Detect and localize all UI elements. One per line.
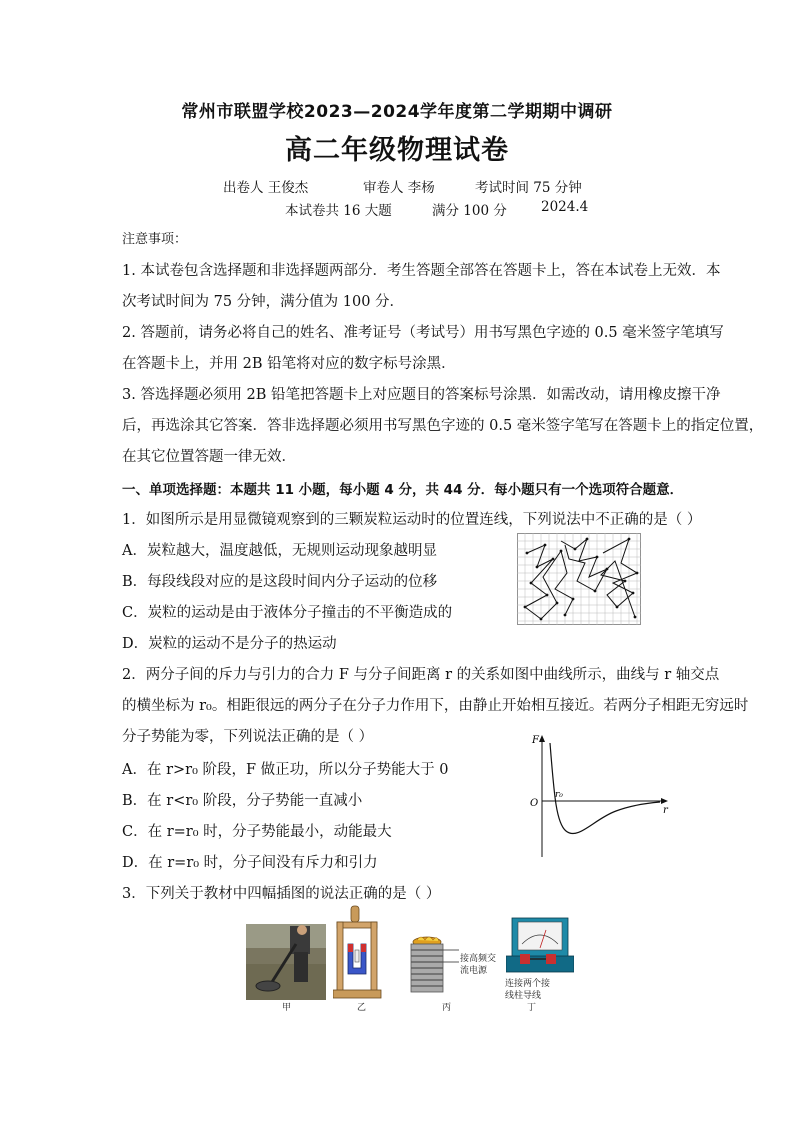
graph-r0-label: r₀	[555, 790, 563, 800]
caption-bing: 丙	[442, 1003, 452, 1013]
caption-jia: 甲	[282, 1003, 292, 1013]
notice-item-3: 3. 答选择题必须用 2B 铅笔把答题卡上对应题目的答案标号涂黑．如需改动，请用橡皮擦干净	[122, 387, 721, 403]
graph-origin: O	[530, 798, 539, 809]
caption-ding: 丁	[527, 1003, 537, 1013]
note-bing-2: 流电源	[460, 966, 488, 976]
q1-option-a: A．炭粒越大，温度越低，无规则运动现象越明显	[122, 543, 437, 559]
notice-item-3-cont-1: 后，再选涂其它答案．答非选择题必须用书写黑色字迹的 0.5 毫米签字笔写在答题卡上的指定位置，	[122, 418, 764, 434]
q1-option-b: B．每段线段对应的是这段时间内分子运动的位移	[122, 574, 438, 590]
notice-item-3-cont-2: 在其它位置答题一律无效．	[122, 449, 296, 465]
full-score: 满分 100 分	[432, 203, 507, 219]
notice-item-2-cont: 在答题卡上，并用 2B 铅笔将对应的数字标号涂黑．	[122, 356, 456, 372]
notice-item-1-cont: 次考试时间为 75 分钟，满分值为 100 分．	[122, 294, 405, 310]
total-questions: 本试卷共 16 大题	[285, 203, 392, 219]
note-bing-1: 接高频交	[460, 954, 497, 964]
q2-option-a: A．在 r>r₀ 阶段，F 做正功，所以分子势能大于 0	[122, 762, 449, 778]
notice-heading: 注意事项：	[122, 232, 188, 247]
note-ding-2: 线柱导线	[505, 991, 542, 1001]
q3-stem: 3．下列关于教材中四幅插图的说法正确的是（ ）	[122, 886, 441, 902]
metal-detector-photo	[246, 924, 326, 1000]
section-heading: 一、单项选择题：本题共 11 小题，每小题 4 分，共 44 分．每小题只有一个选项符合题意．	[122, 482, 684, 498]
graph-x-label: r	[663, 805, 668, 816]
exam-date: 2024.4	[541, 199, 589, 215]
q2-option-d: D．在 r=r₀ 时，分子间没有斥力和引力	[122, 855, 378, 871]
graph-y-label: F	[532, 735, 539, 746]
q1-stem: 1．如图所示是用显微镜观察到的三颗炭粒运动时的位置连线，下列说法中不正确的是（ ）	[122, 512, 702, 528]
q1-option-d: D．炭粒的运动不是分子的热运动	[122, 636, 337, 652]
q2-stem-line-3: 分子势能为零，下列说法正确的是（ ）	[122, 729, 374, 745]
q2-option-c: C．在 r=r₀ 时，分子势能最小，动能最大	[122, 824, 392, 840]
exam-title: 高二年级物理试卷	[285, 135, 509, 166]
q1-option-c: C．炭粒的运动是由于液体分子撞击的不平衡造成的	[122, 605, 453, 621]
induction-furnace-figure	[405, 934, 460, 996]
q2-option-b: B．在 r<r₀ 阶段，分子势能一直减小	[122, 793, 363, 809]
caption-yi: 乙	[357, 1003, 367, 1013]
notice-item-1: 1. 本试卷包含选择题和非选择题两部分．考生答题全部答在答题卡上，答在本试卷上无效．本	[122, 263, 721, 279]
force-distance-graph	[524, 733, 674, 859]
q2-stem-line-2: 的横坐标为 r₀。相距很远的两分子在分子力作用下，由静止开始相互接近。若两分子相距无穷远时	[122, 698, 749, 714]
exam-time: 考试时间 75 分钟	[475, 180, 582, 196]
reviewer: 审卷人 李杨	[363, 180, 435, 196]
brownian-motion-figure	[517, 533, 641, 625]
school-line: 常州市联盟学校2023—2024学年度第二学期期中调研	[181, 102, 613, 122]
galvanometer-figure	[506, 916, 574, 974]
note-ding-1: 连接两个接	[505, 979, 551, 989]
author: 出卷人 王俊杰	[223, 180, 309, 196]
magnet-apparatus-figure	[333, 904, 383, 1000]
q2-stem-line-1: 2．两分子间的斥力与引力的合力 F 与分子间距离 r 的关系如图中曲线所示，曲线与 r 轴交点	[122, 667, 720, 683]
notice-item-2: 2. 答题前，请务必将自己的姓名、准考证号（考试号）用书写黑色字迹的 0.5 毫米签字笔填写	[122, 325, 724, 341]
